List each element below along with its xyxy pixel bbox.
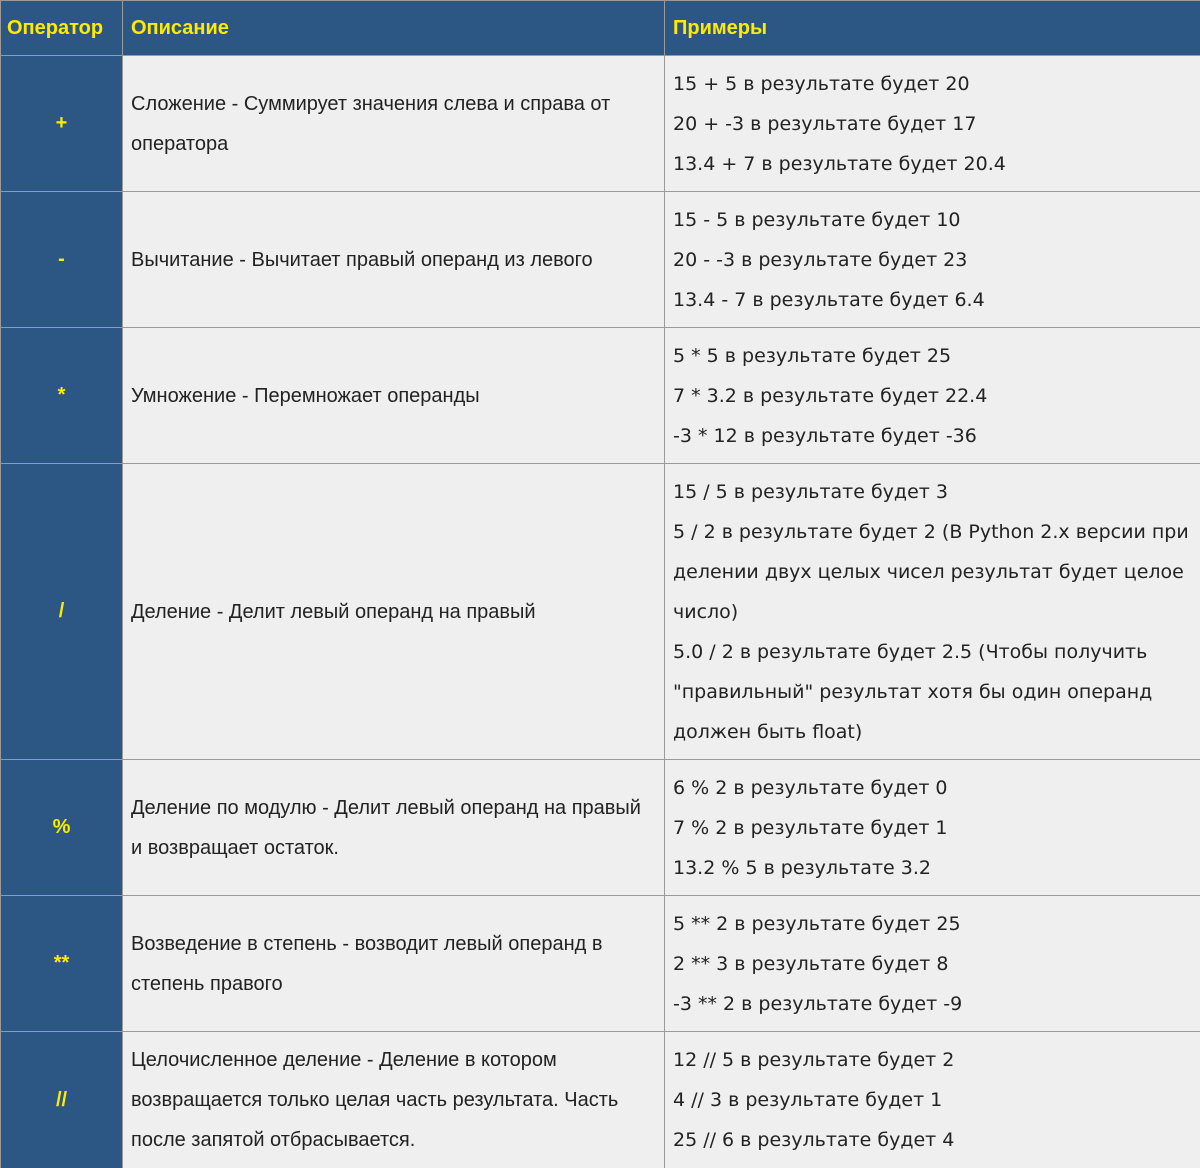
examples-cell [665, 896, 1200, 1032]
table-row [1, 464, 1200, 760]
examples-cell [665, 1032, 1200, 1168]
examples-cell [665, 328, 1200, 464]
operator-cell: % [1, 760, 123, 896]
table-row [1, 896, 1200, 1032]
example-line: 13.4 - 7 в результате будет 6.4 [673, 288, 985, 311]
example-line: 5 ** 2 в результате будет 25 [673, 912, 961, 935]
table-row [1, 1032, 1200, 1168]
example-line: 7 * 3.2 в результате будет 22.4 [673, 384, 988, 407]
description-cell: Умножение - Перемножает операнды [123, 328, 665, 464]
table-row [1, 192, 1200, 328]
description-cell: Возведение в степень - возводит левый операнд в степень правого [123, 896, 665, 1032]
example-line: 15 + 5 в результате будет 20 [673, 72, 970, 95]
description-cell: Сложение - Суммирует значения слева и справа от оператора [123, 56, 665, 192]
example-line: 5 * 5 в результате будет 25 [673, 344, 952, 367]
example-line: 15 / 5 в результате будет 3 [673, 480, 948, 503]
example-line: 15 - 5 в результате будет 10 [673, 208, 961, 231]
example-line: 13.2 % 5 в результате 3.2 [673, 856, 931, 879]
example-line: 7 % 2 в результате будет 1 [673, 816, 948, 839]
description-cell: Деление - Делит левый операнд на правый [123, 464, 665, 760]
example-line: -3 * 12 в результате будет -36 [673, 424, 977, 447]
example-line: 2 ** 3 в результате будет 8 [673, 952, 949, 975]
description-cell: Вычитание - Вычитает правый операнд из левого [123, 192, 665, 328]
example-line: 5.0 / 2 в результате будет 2.5 (Чтобы получить "правильный" результат хотя бы один операнд должен быть float) [673, 640, 1153, 743]
operator-cell: ** [1, 896, 123, 1032]
examples-cell [665, 760, 1200, 896]
operator-cell: / [1, 464, 123, 760]
example-line: -3 ** 2 в результате будет -9 [673, 992, 963, 1015]
example-line: 6 % 2 в результате будет 0 [673, 776, 948, 799]
example-line: 25 // 6 в результате будет 4 [673, 1129, 955, 1151]
operator-cell: * [1, 328, 123, 464]
example-line: 4 // 3 в результате будет 1 [673, 1089, 943, 1111]
example-line: 20 - -3 в результате будет 23 [673, 248, 968, 271]
operator-cell: + [1, 56, 123, 192]
table-row [1, 56, 1200, 192]
examples-cell [665, 464, 1200, 760]
example-line: 12 // 5 в результате будет 2 [673, 1049, 955, 1071]
example-line: 13.4 + 7 в результате будет 20.4 [673, 152, 1006, 175]
table-header-row [1, 1, 1200, 56]
table-row [1, 328, 1200, 464]
examples-cell [665, 192, 1200, 328]
column-header-examples: Примеры [665, 1, 1200, 56]
example-line: 5 / 2 в результате будет 2 (В Python 2.x версии при делении двух целых чисел результат будет целое число) [673, 520, 1189, 623]
examples-cell [665, 56, 1200, 192]
example-line: 20 + -3 в результате будет 17 [673, 112, 977, 135]
description-cell: Деление по модулю - Делит левый операнд на правый и возвращает остаток. [123, 760, 665, 896]
description-cell: Целочисленное деление - Деление в котором возвращается только целая часть результата. Часть после запятой отбрасывается. [123, 1032, 665, 1168]
operator-cell: // [1, 1032, 123, 1168]
column-header-operator: Оператор [1, 1, 123, 56]
column-header-description: Описание [123, 1, 665, 56]
operator-cell: - [1, 192, 123, 328]
table-row [1, 760, 1200, 896]
